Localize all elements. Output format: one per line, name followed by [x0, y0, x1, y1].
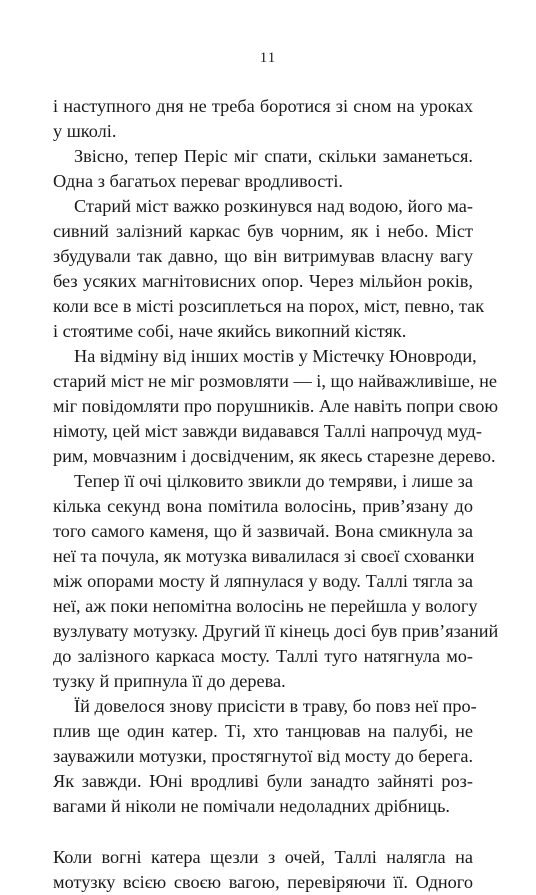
paragraph	[53, 344, 498, 469]
text-line: і наступного дня не треба боротися зі сном на уроках	[53, 96, 473, 116]
text-line: Звісно, тепер Періс міг спати, скільки заманеться.	[74, 146, 473, 166]
text-line: між опорами мосту й ляпнулася у воду. Таллі тягла за	[53, 571, 473, 591]
paragraph	[53, 144, 473, 194]
text-line: Одна з багатьох переваг вродливості.	[53, 171, 343, 191]
paragraph	[53, 194, 485, 344]
text-line: Їй довелося знову присісти в траву, бо повз неї про-	[74, 696, 477, 716]
text-line: зауважили мотузки, простягнутої від мосту до берега.	[53, 746, 474, 766]
text-line: коли все в місті розсиплеться на порох, міст, певно, так	[53, 296, 485, 316]
text-line: кілька секунд вона помітила волосінь, прив’язану до	[53, 496, 473, 516]
page-number: 11	[259, 50, 277, 66]
body-text	[53, 94, 499, 895]
paragraph	[53, 469, 499, 694]
text-line: старий міст не міг розмовляти — і, що найважливіше, не	[53, 371, 497, 391]
paragraph	[53, 845, 473, 895]
text-line: неї та почула, як мотузка вивалилася зі своєї схованки	[53, 546, 475, 566]
text-line: і стоятиме собі, наче якийсь викопний кістяк.	[53, 321, 407, 341]
text-line: Як завжди. Юні вродливі були занадто зайняті роз-	[53, 771, 473, 791]
text-line: без усяких магнітовисних опор. Через мільйон років,	[53, 271, 473, 291]
text-line: Коли вогні катера щезли з очей, Таллі налягла на	[53, 847, 473, 867]
text-line: міг повідомляти про порушників. Але навіть попри свою	[53, 396, 498, 416]
text-line: мотузку всією своєю вагою, перевіряючи її. Одного	[53, 872, 473, 892]
section-break	[53, 819, 473, 845]
text-line: вузлувату мотузку. Другий її кінець досі був прив’язаний	[53, 621, 499, 641]
text-line: На відміну від інших мостів у Містечку Юновроди,	[74, 346, 477, 366]
text-line: Старий міст важко розкинувся над водою, його ма-	[74, 196, 473, 216]
paragraph	[53, 694, 477, 819]
text-line: німоту, цей міст завжди видавався Таллі напрочуд муд-	[53, 421, 482, 441]
text-line: збудували так давно, що він витримував власну вагу	[53, 246, 473, 266]
text-line: неї, аж поки непомітна волосінь не перейшла у вологу	[53, 596, 478, 616]
text-line: плив ще один катер. Ті, хто танцював на палубі, не	[53, 721, 473, 741]
text-line: сивний залізний каркас був чорним, як і небо. Міст	[53, 221, 473, 241]
text-line: вагами й ніколи не помічали недоладних дрібниць.	[53, 796, 450, 816]
text-line: до залізного каркаса мосту. Таллі туго натягнула мо-	[53, 646, 473, 666]
paragraph	[53, 94, 473, 144]
text-line: того самого каменя, що й зазвичай. Вона смикнула за	[53, 521, 473, 541]
text-line: рим, мовчазним і досвідченим, як якесь старезне дерево.	[53, 446, 496, 466]
text-line: тузку й припнула її до дерева.	[53, 671, 286, 691]
text-line: Тепер її очі цілковито звикли до темряви, і лише за	[74, 471, 473, 491]
text-line: у школі.	[53, 121, 117, 141]
